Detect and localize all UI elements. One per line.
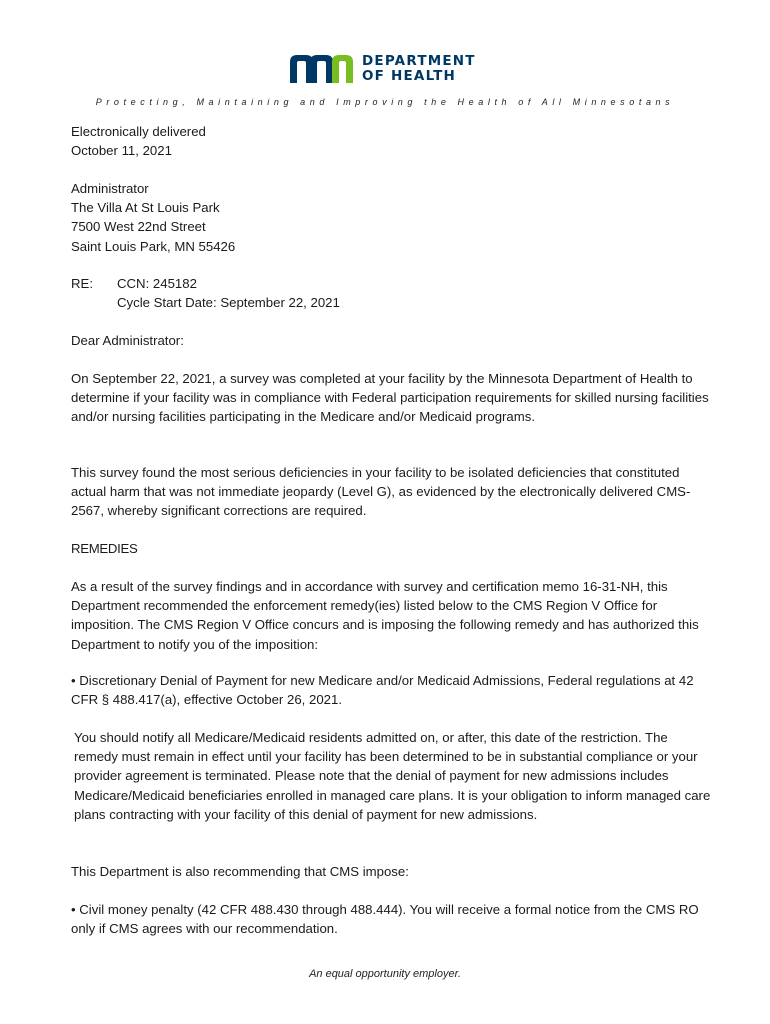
delivery-block <box>71 122 711 160</box>
re-details <box>117 274 340 312</box>
delivery-method: Electronically delivered <box>71 124 206 139</box>
ccn-line: CCN: 245182 <box>117 276 197 291</box>
salutation: Dear Administrator: <box>71 333 184 348</box>
mn-logo-icon <box>290 53 356 85</box>
logo-line-2: OF HEALTH <box>362 68 457 84</box>
address-line: 7500 West 22nd Street <box>71 219 206 235</box>
recipient-address <box>71 179 711 256</box>
cycle-start-line: Cycle Start Date: September 22, 2021 <box>117 295 340 311</box>
paragraph-recommend: This Department is also recommending that CMS impose: <box>71 864 409 879</box>
paragraph-remedy-intro: As a result of the survey findings and in accordance with survey and certification memo 16-31-NH, this Department recommended the enforcement remedy(ies) listed below to the CMS Region V Office for imposition. The CMS Region V Office concurs and is imposing the following remedy and has authorized this Department to notify you of the imposition: <box>71 579 699 652</box>
paragraph-deficiencies: This survey found the most serious deficiencies in your facility to be isolated deficiencies that constituted actual harm that was not immediate jeopardy (Level G), as evidenced by the electronically delivered CMS-2567, whereby significant corrections are required. <box>71 465 691 519</box>
logo-text <box>362 54 476 84</box>
paragraph-survey: On September 22, 2021, a survey was completed at your facility by the Minnesota Department of Health to determine if your facility was in compliance with Federal participation requirements for skilled nursing facilities and/or nursing facilities participating in the Medicare and/or Medicaid programs. <box>71 371 709 425</box>
re-label: RE: <box>71 276 93 291</box>
bullet-civil-money-penalty: • Civil money penalty (42 CFR 488.430 through 488.444). You will receive a formal notice from the CMS RO only if CMS agrees with our recommendation. <box>71 902 699 937</box>
remedies-heading: REMEDIES <box>71 541 138 556</box>
paragraph-notify-residents: You should notify all Medicare/Medicaid residents admitted on, or after, this date of the restriction. The remedy must remain in effect until your facility has been determined to be in substantial compliance or your provider agreement is terminated. Please note that the denial of payment for new admissions includes Medicare/Medicaid beneficiaries enrolled in managed care plans. It is your obligation to inform managed care plans contracting with your facility of this denial of payment for new admissions. <box>74 730 711 822</box>
address-line: Administrator <box>71 181 149 196</box>
mdh-logo <box>290 53 480 85</box>
letter-date: October 11, 2021 <box>71 143 172 159</box>
footer-text: An equal opportunity employer. <box>309 968 461 980</box>
tagline: Protecting, Maintaining and Improving the Health of All Minnesotans <box>95 97 675 107</box>
address-line: Saint Louis Park, MN 55426 <box>71 238 236 254</box>
bullet-denial-of-payment: • Discretionary Denial of Payment for new Medicare and/or Medicaid Admissions, Federal regulations at 42 CFR § 488.417(a), effective October 26, 2021. <box>71 673 694 708</box>
logo-line-1: DEPARTMENT <box>362 53 476 69</box>
address-line: The Villa At St Louis Park <box>71 200 220 216</box>
